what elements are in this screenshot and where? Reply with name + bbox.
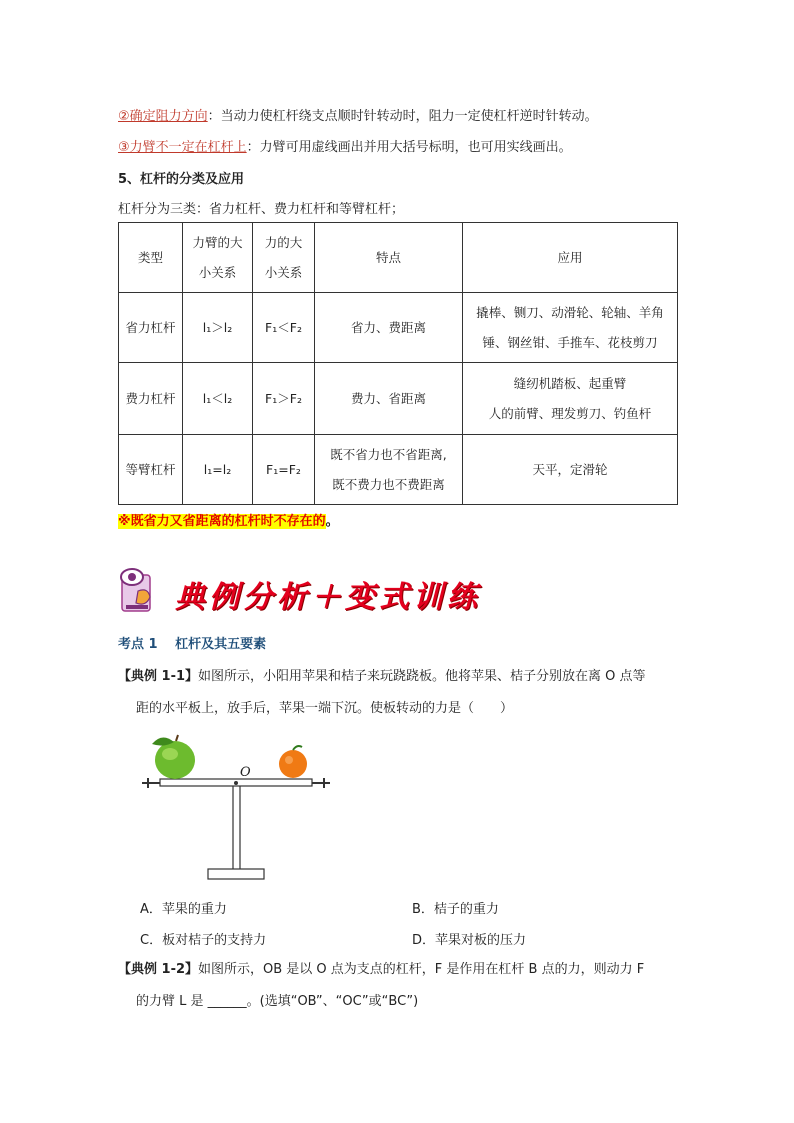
cell-force: F₁=F₂ bbox=[253, 435, 315, 505]
rule-3-title: ③力臂不一定在杠杆上 bbox=[118, 140, 247, 155]
cell-application: 撬棒、铡刀、动滑轮、轮轴、羊角 锤、钢丝钳、手推车、花枝剪刀 bbox=[463, 293, 678, 363]
table-row bbox=[119, 363, 678, 435]
cell-application: 缝纫机踏板、起重臂 人的前臂、理发剪刀、钓鱼杆 bbox=[463, 363, 678, 435]
header-arm: 力臂的大 小关系 bbox=[183, 223, 253, 293]
table-row bbox=[119, 293, 678, 363]
note-tail: 。 bbox=[325, 514, 339, 529]
cell-arm: l₁＞l₂ bbox=[183, 293, 253, 363]
cell-force: F₁＞F₂ bbox=[253, 363, 315, 435]
table-row bbox=[119, 435, 678, 505]
cell-type: 省力杠杆 bbox=[119, 293, 183, 363]
cell-arm: l₁＜l₂ bbox=[183, 363, 253, 435]
header-type: 类型 bbox=[119, 223, 183, 293]
cell-feature: 费力、省距离 bbox=[315, 363, 463, 435]
cell-arm: l₁=l₂ bbox=[183, 435, 253, 505]
pivot-label: O bbox=[240, 765, 251, 780]
cell-type: 费力杠杆 bbox=[119, 363, 183, 435]
example-label: 【典例 1-1】 bbox=[118, 669, 199, 684]
cell-feature: 既不省力也不省距离, 既不费力也不费距离 bbox=[315, 435, 463, 505]
banner-title: 典例分析＋变式训练 bbox=[175, 580, 481, 615]
cell-type: 等臂杠杆 bbox=[119, 435, 183, 505]
rule-2-text: ：当动力使杠杆绕支点顺时针转动时，阻力一定使杠杆逆时针转动。 bbox=[207, 109, 598, 124]
rule-2-title: ②确定阻力方向 bbox=[118, 109, 208, 124]
lever-table bbox=[118, 222, 678, 505]
header-application: 应用 bbox=[463, 223, 678, 293]
table-header-row bbox=[119, 223, 678, 293]
note bbox=[118, 510, 339, 529]
rule-3 bbox=[118, 136, 572, 155]
example-1-1-line2: 距的水平板上，放手后，苹果一端下沉。使板转动的力是（ ） bbox=[136, 701, 514, 716]
header-force: 力的大 小关系 bbox=[253, 223, 315, 293]
option-c: C．板对桔子的支持力 bbox=[140, 933, 267, 948]
orange-icon bbox=[279, 746, 307, 778]
section-heading: 5、杠杆的分类及应用 bbox=[118, 172, 245, 187]
section-intro: 杠杆分为三类：省力杠杆、费力杠杆和等臂杠杆； bbox=[118, 202, 405, 217]
header-feature: 特点 bbox=[315, 223, 463, 293]
option-b: B．桔子的重力 bbox=[412, 902, 499, 917]
example-1-2-line2: 的力臂 L 是 ______。(选填“OB”、“OC”或“BC”) bbox=[136, 994, 419, 1009]
apple-icon bbox=[152, 735, 195, 779]
option-a: A．苹果的重力 bbox=[140, 902, 227, 917]
eye-scroll-icon bbox=[121, 569, 150, 611]
rule-3-text: ：力臂可用虚线画出并用大括号标明，也可用实线画出。 bbox=[246, 140, 572, 155]
note-highlight: ※既省力又省距离的杠杆时不存在的 bbox=[118, 514, 326, 529]
cell-force: F₁＜F₂ bbox=[253, 293, 315, 363]
option-d: D．苹果对板的压力 bbox=[412, 933, 527, 948]
example-label: 【典例 1-2】 bbox=[118, 962, 199, 977]
cell-application: 天平，定滑轮 bbox=[463, 435, 678, 505]
example-1-2-line1: 【典例 1-2】如图所示，OB 是以 O 点为支点的杠杆，F 是作用在杠杆 B 点的力，则动力 F bbox=[118, 962, 645, 977]
seesaw-figure bbox=[140, 732, 340, 884]
example-1-1-line1: 【典例 1-1】如图所示，小阳用苹果和桔子来玩跷跷板。他将苹果、桔子分别放在离 O 点等 bbox=[118, 669, 646, 684]
cell-feature: 省力、费距离 bbox=[315, 293, 463, 363]
rule-2 bbox=[118, 105, 598, 124]
topic-heading: 考点 1 杠杆及其五要素 bbox=[118, 637, 267, 652]
